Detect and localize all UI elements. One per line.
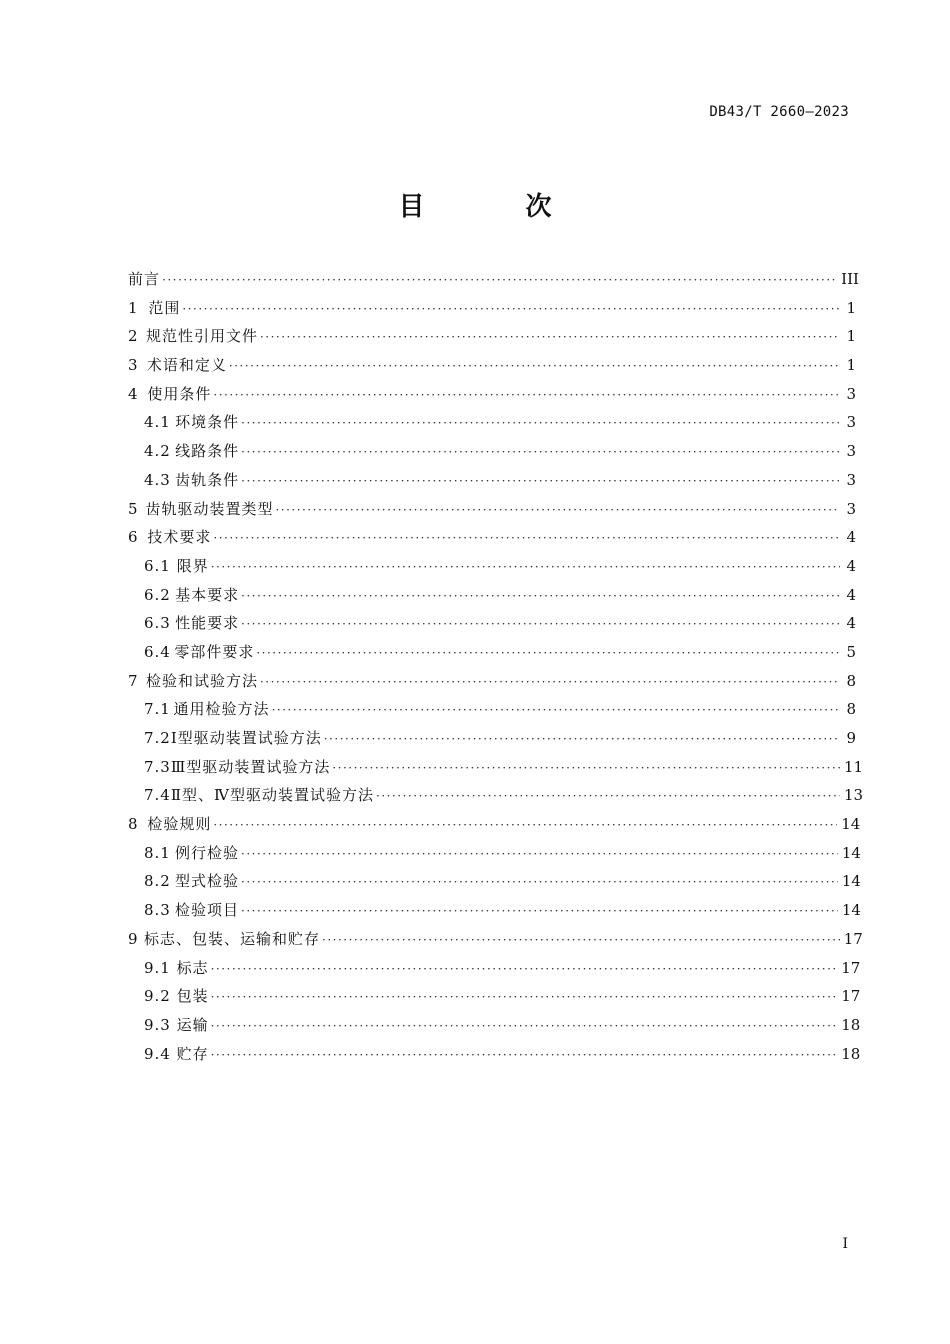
toc-entry-page: 18 (841, 1015, 861, 1034)
toc-entry-page: 1 (846, 298, 856, 317)
toc-entry-number: 4 (128, 384, 138, 403)
toc-dot-leader (241, 840, 838, 869)
toc-dot-leader (213, 524, 840, 553)
toc-entry-number: 8.2 (144, 872, 171, 891)
toc-entry[interactable] (128, 839, 861, 868)
toc-dot-leader (324, 725, 840, 754)
toc-dot-leader (211, 553, 840, 582)
toc-entry[interactable] (128, 523, 856, 552)
toc-entry-label: 技术要求 (147, 528, 212, 547)
toc-entry[interactable] (128, 1040, 861, 1069)
toc-entry-number: 8.1 (144, 843, 171, 862)
toc-entry-label: 通用检验方法 (173, 700, 270, 719)
toc-entry-page: 9 (846, 729, 856, 747)
toc-entry[interactable] (128, 810, 861, 839)
toc-entry-number: 7.2 (144, 729, 171, 747)
toc-entry-page: 14 (841, 872, 861, 891)
toc-entry-page: 4 (846, 556, 856, 575)
toc-entry-number: 4.1 (144, 413, 171, 432)
toc-entry-label: 性能要求 (175, 614, 240, 633)
page-title: 目 次 (398, 192, 598, 222)
toc-entry-page: 17 (841, 987, 861, 1006)
toc-entry-number: 7.1 (144, 700, 171, 719)
toc-dot-leader (332, 754, 840, 783)
toc-entry-page: 4 (846, 585, 856, 604)
toc-entry-label: Ⅲ型驱动装置试验方法 (170, 757, 331, 776)
toc-entry-page: III (841, 270, 859, 288)
toc-entry-number: 9.4 (144, 1044, 171, 1063)
toc-dot-leader (211, 1041, 838, 1070)
toc-entry-page: 17 (843, 929, 863, 948)
toc-entry[interactable] (128, 982, 861, 1011)
toc-dot-leader (162, 266, 837, 295)
toc-entry-page: 5 (846, 642, 856, 661)
toc-entry-number: 8 (128, 815, 138, 834)
toc-entry[interactable] (128, 724, 856, 753)
toc-entry-number: 9.2 (144, 987, 171, 1006)
toc-entry-label: 限界 (176, 556, 209, 575)
toc-dot-leader (241, 409, 840, 438)
toc-entry-number: 8.3 (144, 901, 171, 920)
toc-entry-label: 范围 (148, 298, 181, 317)
toc-entry[interactable] (128, 408, 856, 437)
toc-entry[interactable] (128, 925, 863, 954)
toc-entry-page: 11 (844, 757, 864, 776)
toc-entry[interactable] (128, 781, 864, 810)
toc-dot-leader (241, 868, 838, 897)
toc-dot-leader (322, 926, 840, 955)
toc-entry-label: 检验和试验方法 (145, 671, 258, 690)
toc-dot-leader (241, 897, 838, 926)
toc-entry[interactable] (128, 380, 856, 409)
page-number: I (842, 1236, 848, 1252)
toc-dot-leader (376, 782, 840, 811)
toc-entry[interactable] (128, 753, 864, 782)
toc-entry-label: 术语和定义 (146, 356, 227, 375)
toc-entry-number: 7 (128, 671, 138, 690)
toc-dot-leader (260, 323, 840, 352)
toc-dot-leader (211, 983, 838, 1012)
table-of-contents (128, 265, 864, 1068)
toc-entry-number: 4.3 (144, 470, 171, 489)
toc-entry-page: 3 (846, 470, 856, 489)
toc-entry-label: 运输 (176, 1015, 209, 1034)
toc-dot-leader (211, 955, 838, 984)
toc-entry-label: 使用条件 (147, 384, 212, 403)
toc-dot-leader (241, 582, 840, 611)
toc-entry[interactable] (128, 294, 856, 323)
toc-entry-page: 14 (841, 843, 861, 862)
toc-dot-leader (241, 438, 840, 467)
toc-entry-number: 9.1 (144, 958, 171, 977)
toc-entry[interactable] (128, 437, 856, 466)
toc-entry-number: 2 (128, 327, 138, 346)
toc-entry[interactable] (128, 954, 861, 983)
toc-entry-page: 1 (846, 327, 856, 346)
toc-entry[interactable] (128, 867, 861, 896)
toc-dot-leader (256, 639, 840, 668)
toc-entry-page: 8 (846, 671, 856, 690)
toc-entry[interactable] (128, 581, 856, 610)
toc-entry-number: 6.4 (144, 642, 171, 661)
toc-entry-label: 标志 (176, 958, 209, 977)
toc-entry[interactable] (128, 896, 861, 925)
toc-entry-number: 9 (128, 929, 138, 948)
toc-entry-label: 包装 (176, 987, 209, 1006)
toc-dot-leader (229, 352, 840, 381)
toc-entry-page: 1 (846, 356, 856, 375)
toc-entry-label: 环境条件 (175, 413, 240, 432)
toc-entry-label: 齿轨条件 (175, 470, 240, 489)
toc-entry-label: 基本要求 (175, 585, 240, 604)
toc-entry-label: Ⅱ型、Ⅳ型驱动装置试验方法 (170, 786, 375, 805)
toc-entry-number: 3 (128, 356, 138, 375)
toc-entry-label: 规范性引用文件 (145, 327, 258, 346)
toc-dot-leader (213, 811, 837, 840)
toc-entry-number: 6 (128, 528, 138, 547)
toc-entry-label: 检验项目 (175, 901, 240, 920)
toc-entry-label: 标志、包装、运输和贮存 (144, 929, 321, 948)
toc-entry-page: 3 (846, 499, 856, 518)
toc-dot-leader (182, 295, 840, 324)
toc-dot-leader (241, 610, 840, 639)
toc-entry-number: 4.2 (144, 442, 171, 461)
toc-dot-leader (213, 381, 840, 410)
toc-entry-page: 3 (846, 384, 856, 403)
toc-entry-page: 4 (846, 614, 856, 633)
toc-dot-leader (272, 696, 840, 725)
toc-entry-page: 3 (846, 442, 856, 461)
toc-entry-number: 7.3 (144, 757, 171, 776)
toc-entry-page: 18 (841, 1044, 861, 1063)
document-code: DB43/T 2660—2023 (709, 104, 849, 120)
toc-dot-leader (211, 1012, 838, 1041)
toc-entry-number: 6.2 (144, 585, 171, 604)
toc-dot-leader (275, 496, 840, 525)
toc-entry-label: Ⅰ型驱动装置试验方法 (170, 729, 322, 747)
toc-entry-page: 3 (846, 413, 856, 432)
toc-dot-leader (241, 467, 840, 496)
toc-entry[interactable] (128, 638, 856, 667)
toc-entry-label: 贮存 (176, 1044, 209, 1063)
toc-entry[interactable] (128, 695, 856, 724)
toc-entry-label: 零部件要求 (174, 642, 255, 661)
toc-entry[interactable] (128, 495, 856, 524)
toc-entry-page: 14 (841, 901, 861, 920)
toc-entry[interactable] (128, 552, 856, 581)
toc-entry-label: 前言 (128, 270, 161, 288)
toc-entry[interactable] (128, 351, 856, 380)
toc-entry[interactable] (128, 322, 856, 351)
toc-entry-page: 8 (846, 700, 856, 719)
toc-entry-label: 检验规则 (147, 815, 212, 834)
toc-entry-label: 线路条件 (175, 442, 240, 461)
toc-entry-number: 9.3 (144, 1015, 171, 1034)
toc-entry[interactable] (128, 667, 856, 696)
toc-entry-number: 5 (128, 499, 138, 518)
toc-entry[interactable] (128, 1011, 861, 1040)
toc-entry-number: 6.1 (144, 556, 171, 575)
toc-dot-leader (260, 668, 840, 697)
toc-entry-number: 6.3 (144, 614, 171, 633)
toc-entry-page: 4 (846, 528, 856, 547)
toc-entry[interactable] (128, 609, 856, 638)
toc-entry-number: 7.4 (144, 786, 171, 805)
toc-entry[interactable] (128, 265, 859, 294)
toc-entry-page: 14 (841, 815, 861, 834)
toc-entry-page: 13 (844, 786, 864, 805)
toc-entry-label: 例行检验 (175, 843, 240, 862)
toc-entry-page: 17 (841, 958, 861, 977)
toc-entry-label: 齿轨驱动装置类型 (145, 499, 274, 518)
toc-entry-label: 型式检验 (175, 872, 240, 891)
toc-entry-number: 1 (128, 298, 138, 317)
toc-entry[interactable] (128, 466, 856, 495)
